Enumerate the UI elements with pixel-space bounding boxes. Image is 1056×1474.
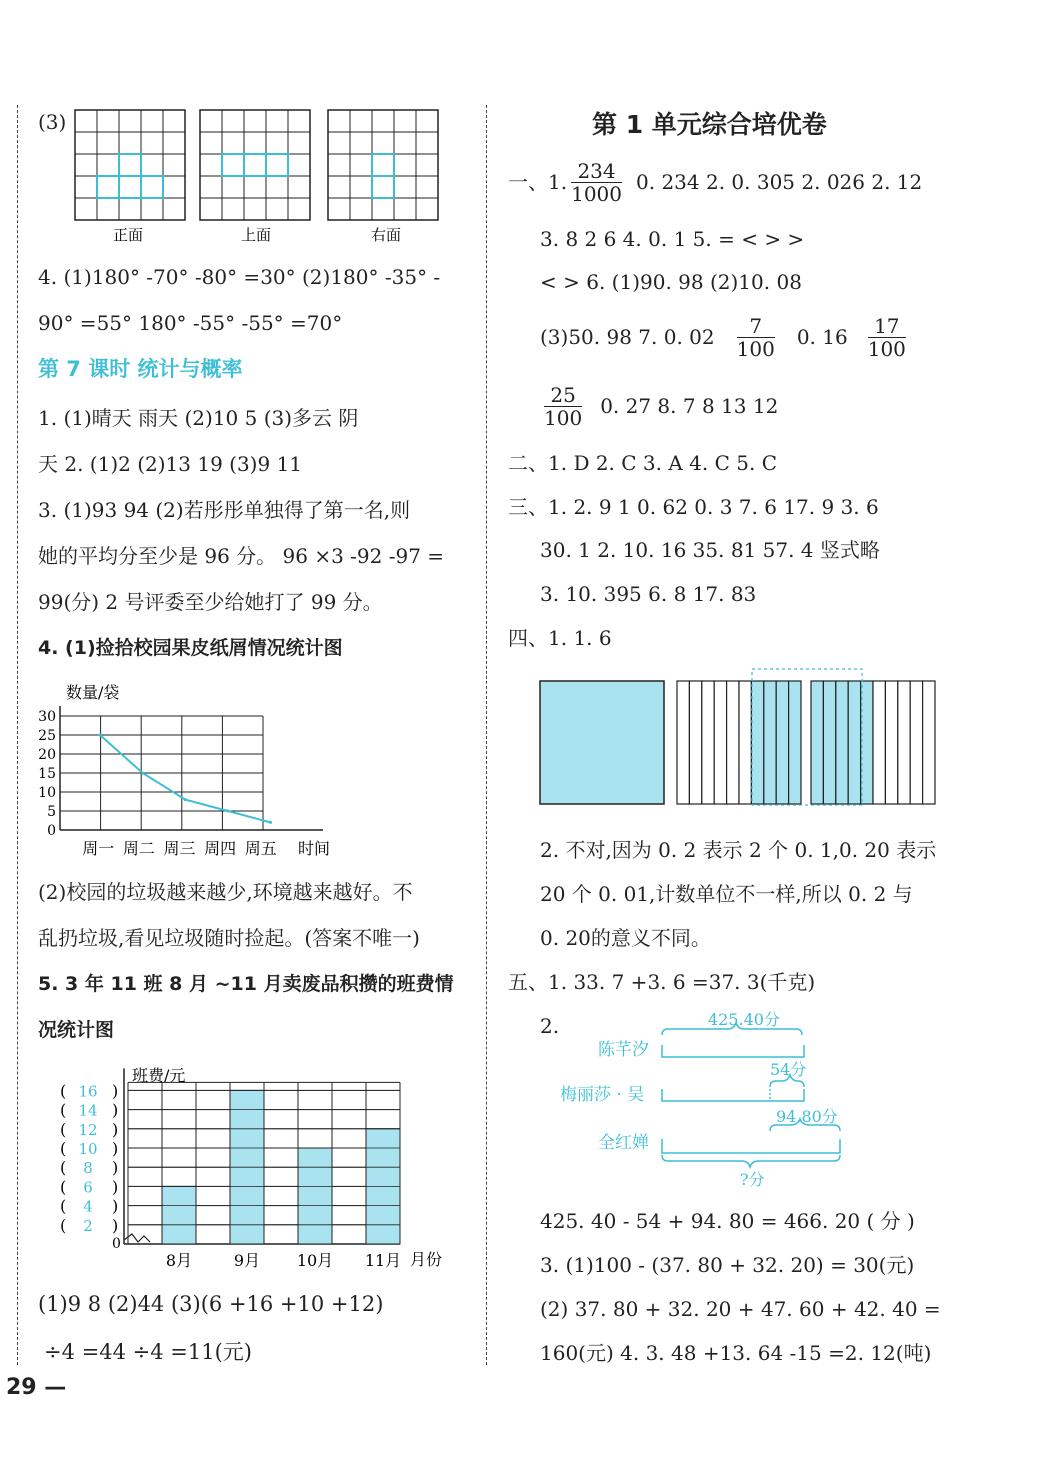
answer-text: 0. 234 2. 0. 305 2. 026 2. 12 <box>636 170 923 194</box>
view-cell <box>372 176 394 198</box>
value-94-80: 94.80分 <box>776 1107 838 1126</box>
tenth-strip <box>898 681 910 804</box>
answer-line: 30. 1 2. 10. 16 35. 81 57. 4 竖式略 <box>540 538 880 562</box>
view-label-top: 上面 <box>240 226 272 244</box>
full-square <box>540 681 664 804</box>
view-grid <box>200 110 310 220</box>
denominator: 100 <box>544 405 583 430</box>
x-tick-label: 周四 <box>204 839 237 858</box>
name-quan: 全红婵 <box>598 1133 649 1153</box>
tenth-strip <box>677 681 689 804</box>
tick-paren: ) <box>112 1215 119 1235</box>
tenth-strip <box>885 681 897 804</box>
tick-paren: ( <box>60 1100 67 1120</box>
answer-line <box>540 313 910 361</box>
tick-paren: ) <box>112 1196 119 1216</box>
tenth-strip <box>727 681 739 804</box>
x-tick-label: 周五 <box>244 839 277 858</box>
tenth-strip <box>910 681 922 804</box>
y-tick-label: 4 <box>83 1197 93 1216</box>
numerator: 7 <box>737 315 775 338</box>
bar-chart-xlabel: 月份 <box>410 1250 443 1269</box>
y-tick-label: 25 <box>38 728 56 744</box>
tick-paren: ) <box>112 1100 119 1120</box>
view-cell <box>222 154 244 176</box>
answer-line: 0. 20的意义不同。 <box>540 926 711 950</box>
answer-line <box>508 158 922 206</box>
tenth-strip <box>823 681 835 804</box>
tenth-strip <box>751 681 763 804</box>
bar-chart-zero: 0 <box>112 1236 121 1252</box>
answer-line: 3. 10. 395 6. 8 17. 83 <box>540 582 757 606</box>
bar-quan <box>662 1139 840 1153</box>
view-cell <box>119 176 141 198</box>
answer-line: 3. (1)100 - (37. 80 + 32. 20) = 30(元) <box>540 1253 915 1277</box>
view-label-front: 正面 <box>112 226 144 244</box>
answer-line: 2. <box>540 1014 560 1038</box>
name-chen: 陈芊汐 <box>598 1040 649 1060</box>
y-tick-label: 14 <box>78 1101 98 1120</box>
bar-chart-ylabel: 班费/元 <box>132 1066 186 1085</box>
answer-line: 425. 40 - 54 + 94. 80 = 466. 20 ( 分 ) <box>540 1209 915 1233</box>
fraction <box>571 160 622 205</box>
page-title: 第 1 单元综合培优卷 <box>592 110 827 139</box>
tenth-strip <box>702 681 714 804</box>
y-tick-label: 12 <box>78 1120 98 1139</box>
tenth-strip <box>836 681 848 804</box>
x-tick-label: 11月 <box>364 1251 402 1270</box>
x-tick-label: 8月 <box>165 1251 193 1270</box>
fraction <box>544 384 582 429</box>
denominator: 100 <box>736 336 775 361</box>
view-cell <box>266 154 288 176</box>
x-tick-label: 周二 <box>122 839 155 858</box>
q3-label: (3) <box>38 110 67 134</box>
tick-paren: ( <box>60 1196 67 1216</box>
x-tick-label: 周一 <box>82 839 115 858</box>
chart-1-heading: 4. (1)捡拾校园果皮纸屑情况统计图 <box>38 637 343 659</box>
answer-line: 3. (1)93 94 (2)若彤彤单独得了第一名,则 <box>38 498 411 522</box>
fraction <box>868 315 906 360</box>
left-margin-line <box>17 105 18 1365</box>
y-tick-label: 10 <box>38 785 56 801</box>
answer-text: (3)50. 98 7. 0. 02 <box>540 325 715 349</box>
bar <box>298 1148 332 1244</box>
y-tick-label: 30 <box>38 709 56 725</box>
answer-line: (1)9 8 (2)44 (3)(6 +16 +10 +12) <box>38 1292 384 1316</box>
answer-line: 乱扔垃圾,看见垃圾随时捡起。(答案不唯一) <box>38 926 420 950</box>
y-tick-label: 6 <box>83 1178 93 1197</box>
answer-line: ÷4 =44 ÷4 =11(元) <box>44 1340 252 1364</box>
value-54: 54分 <box>770 1060 807 1079</box>
view-grid <box>328 110 438 220</box>
page-number: 29 — <box>6 1375 67 1400</box>
answer-line: < > 6. (1)90. 98 (2)10. 08 <box>540 270 802 294</box>
answer-line: 3. 8 2 6 4. 0. 1 5. = < > > <box>540 227 805 251</box>
tick-paren: ) <box>112 1119 119 1139</box>
view-cell <box>244 154 266 176</box>
line-chart <box>30 678 350 863</box>
answer-line: 四、1. 1. 6 <box>508 626 612 650</box>
x-tick-label: 9月 <box>233 1251 261 1270</box>
tenth-strip <box>764 681 776 804</box>
answer-line <box>540 382 778 430</box>
chart-2-heading: 5. 3 年 11 班 8 月 ~11 月卖废品积攒的班费情 <box>38 973 454 995</box>
tenth-strip <box>776 681 788 804</box>
answer-line: 20 个 0. 01,计数单位不一样,所以 0. 2 与 <box>540 882 913 906</box>
answer-line: 五、1. 33. 7 +3. 6 =37. 3(千克) <box>508 970 816 994</box>
y-tick-label: 5 <box>47 804 56 820</box>
x-tick-label: 周三 <box>163 839 196 858</box>
y-tick-label: 0 <box>47 823 56 839</box>
tenth-strip <box>873 681 885 804</box>
view-cell <box>119 154 141 176</box>
bar-chen <box>662 1045 804 1057</box>
y-tick-label: 16 <box>78 1082 98 1101</box>
tick-paren: ) <box>112 1158 119 1178</box>
answer-line: 三、1. 2. 9 1 0. 62 0. 3 7. 6 17. 9 3. 6 <box>508 495 879 519</box>
view-grid <box>75 110 185 220</box>
y-tick-label: 15 <box>38 766 56 782</box>
name-mei: 梅丽莎 · 吴 <box>560 1085 645 1105</box>
denominator: 1000 <box>571 181 622 206</box>
value-unknown: ?分 <box>740 1170 765 1189</box>
q4-line-2: 90° =55° 180° -55° -55° =70° <box>38 311 343 335</box>
view-cell <box>97 176 119 198</box>
tick-paren: ( <box>60 1081 67 1101</box>
y-tick-label: 2 <box>83 1216 93 1235</box>
tenth-strip <box>739 681 751 804</box>
y-tick-label: 20 <box>38 747 56 763</box>
numerator: 17 <box>868 315 906 338</box>
tick-paren: ( <box>60 1215 67 1235</box>
fraction <box>737 315 775 360</box>
denominator: 100 <box>867 336 906 361</box>
y-tick-label: 8 <box>83 1159 93 1178</box>
tenth-strip <box>923 681 935 804</box>
tick-paren: ) <box>112 1177 119 1197</box>
numerator: 234 <box>571 160 622 183</box>
answer-line: (2) 37. 80 + 32. 20 + 47. 60 + 42. 40 = <box>540 1297 941 1321</box>
answer-line: 160(元) 4. 3. 48 +13. 64 -15 =2. 12(吨) <box>540 1341 932 1365</box>
tick-paren: ( <box>60 1139 67 1158</box>
line-chart-ylabel: 数量/袋 <box>66 683 120 702</box>
bar-mei <box>662 1089 804 1101</box>
answer-line: 天 2. (1)2 (2)13 19 (3)9 11 <box>38 452 303 476</box>
tenth-strip <box>848 681 860 804</box>
brace-total <box>662 1155 840 1167</box>
answer-line: 99(分) 2 号评委至少给她打了 99 分。 <box>38 590 383 614</box>
section-1-prefix: 一、1. <box>508 170 568 194</box>
view-cell <box>141 176 163 198</box>
tick-paren: ) <box>112 1139 119 1158</box>
bar <box>162 1186 196 1244</box>
q4-line-1: 4. (1)180° -70° -80° =30° (2)180° -35° - <box>38 265 441 289</box>
three-view-grids <box>70 105 450 245</box>
tenth-strip <box>811 681 823 804</box>
answer-line: 二、1. D 2. C 3. A 4. C 5. C <box>508 451 778 475</box>
value-total-chen: 425.40分 <box>708 1010 780 1029</box>
answer-line: (2)校园的垃圾越来越少,环境越来越好。不 <box>38 880 413 904</box>
answer-line: 她的平均分至少是 96 分。 96 ×3 -92 -97 = <box>38 544 445 568</box>
x-tick-label: 10月 <box>296 1251 334 1270</box>
line-segment-diagram <box>550 1005 870 1195</box>
view-label-right: 右面 <box>370 226 402 244</box>
tenth-strip <box>689 681 701 804</box>
tick-paren: ( <box>60 1177 67 1197</box>
line-series <box>100 735 271 822</box>
answer-line: 1. (1)晴天 雨天 (2)10 5 (3)多云 阴 <box>38 406 359 430</box>
tick-paren: ( <box>60 1119 67 1139</box>
lesson-title: 第 7 课时 统计与概率 <box>38 357 243 381</box>
chart-2-heading-cont: 况统计图 <box>38 1019 115 1041</box>
decimal-model-diagram <box>536 666 942 808</box>
y-tick-label: 10 <box>78 1140 98 1158</box>
tick-paren: ( <box>60 1158 67 1178</box>
answer-text: 0. 27 8. 7 8 13 12 <box>600 394 779 418</box>
bar-chart <box>40 1060 460 1280</box>
numerator: 25 <box>544 384 582 407</box>
tick-paren: ) <box>112 1081 119 1101</box>
column-divider <box>486 105 487 1365</box>
line-chart-xlabel: 时间 <box>298 839 331 858</box>
answer-line: 2. 不对,因为 0. 2 表示 2 个 0. 1,0. 20 表示 <box>540 838 937 862</box>
answer-text: 0. 16 <box>796 325 848 349</box>
tenth-strip <box>789 681 801 804</box>
tenth-strip <box>714 681 726 804</box>
view-cell <box>372 154 394 176</box>
